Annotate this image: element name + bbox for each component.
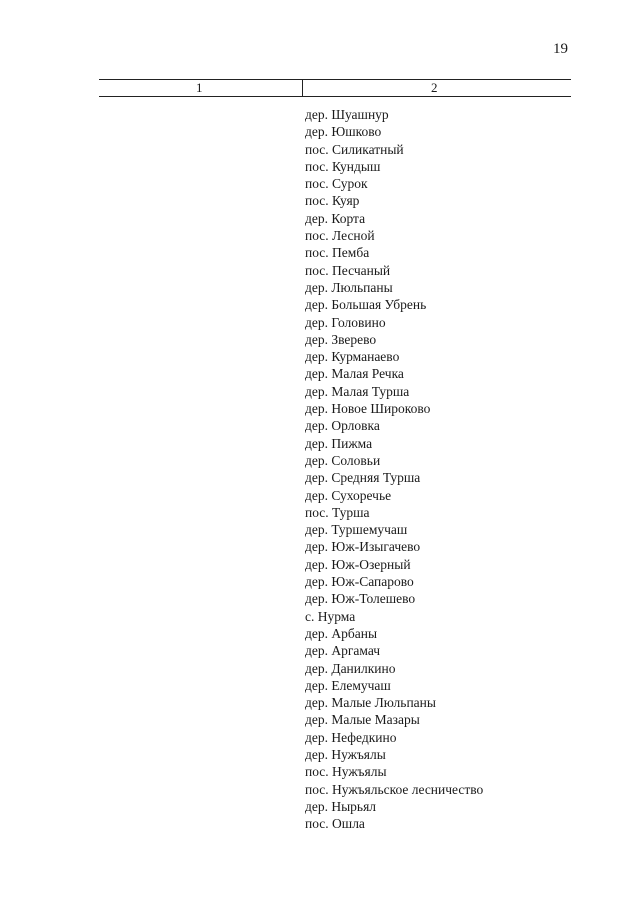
list-item: дер. Арбаны: [305, 625, 378, 641]
page-number: 19: [553, 41, 568, 57]
list-item: дер. Соловьи: [305, 452, 381, 468]
list-item: дер. Орловка: [305, 418, 380, 434]
list-item: с. Нурма: [305, 608, 356, 624]
column-number-2: 2: [431, 80, 438, 95]
list-item: дер. Головино: [305, 314, 386, 330]
list-item: дер. Новое Широково: [305, 401, 431, 417]
list-item: дер. Корта: [305, 210, 366, 226]
list-item: пос. Куяр: [305, 193, 360, 209]
list-item: дер. Юж-Сапарово: [305, 574, 414, 590]
list-item: пос. Сурок: [305, 176, 368, 192]
list-item: дер. Малые Мазары: [305, 712, 420, 728]
list-item: дер. Большая Убрень: [305, 297, 427, 313]
list-item: дер. Люльпаны: [305, 279, 393, 295]
list-item: пос. Турша: [305, 504, 370, 520]
list-item: дер. Нефедкино: [305, 729, 397, 745]
list-item: дер. Туршемучаш: [305, 522, 408, 538]
list-item: пос. Нужъяльское лесничество: [305, 781, 484, 797]
list-item: дер. Малые Люльпаны: [305, 695, 436, 711]
list-item: дер. Пижма: [305, 435, 373, 451]
list-item: дер. Юж-Толешево: [305, 591, 416, 607]
list-item: дер. Нужъялы: [305, 746, 386, 762]
list-item: дер. Юж-Изыгачево: [305, 539, 421, 555]
list-item: пос. Песчаный: [305, 262, 391, 278]
list-item: дер. Юшково: [305, 124, 382, 140]
column-number-1: 1: [196, 80, 203, 95]
table-column-header: [99, 79, 571, 97]
list-item: дер. Елемучаш: [305, 677, 391, 693]
list-item: пос. Нужъялы: [305, 764, 387, 780]
list-item: пос. Силикатный: [305, 141, 404, 157]
list-item: пос. Ошла: [305, 816, 365, 832]
list-item: дер. Данилкино: [305, 660, 396, 676]
list-item: дер. Аргамач: [305, 643, 381, 659]
list-item: дер. Курманаево: [305, 349, 400, 365]
column-divider: [302, 80, 303, 96]
list-item: пос. Лесной: [305, 228, 375, 244]
list-item: дер. Малая Речка: [305, 366, 404, 382]
list-item: дер. Малая Турша: [305, 383, 410, 399]
list-item: дер. Сухоречье: [305, 487, 392, 503]
list-item: дер. Нырьял: [305, 798, 377, 814]
list-item: дер. Шуашнур: [305, 107, 389, 122]
list-item: дер. Средняя Турша: [305, 470, 421, 486]
list-item: пос. Пемба: [305, 245, 370, 261]
list-item: дер. Зверево: [305, 331, 377, 347]
list-item: пос. Кундыш: [305, 158, 381, 174]
list-item: дер. Юж-Озерный: [305, 556, 411, 572]
settlement-list: [305, 106, 483, 832]
